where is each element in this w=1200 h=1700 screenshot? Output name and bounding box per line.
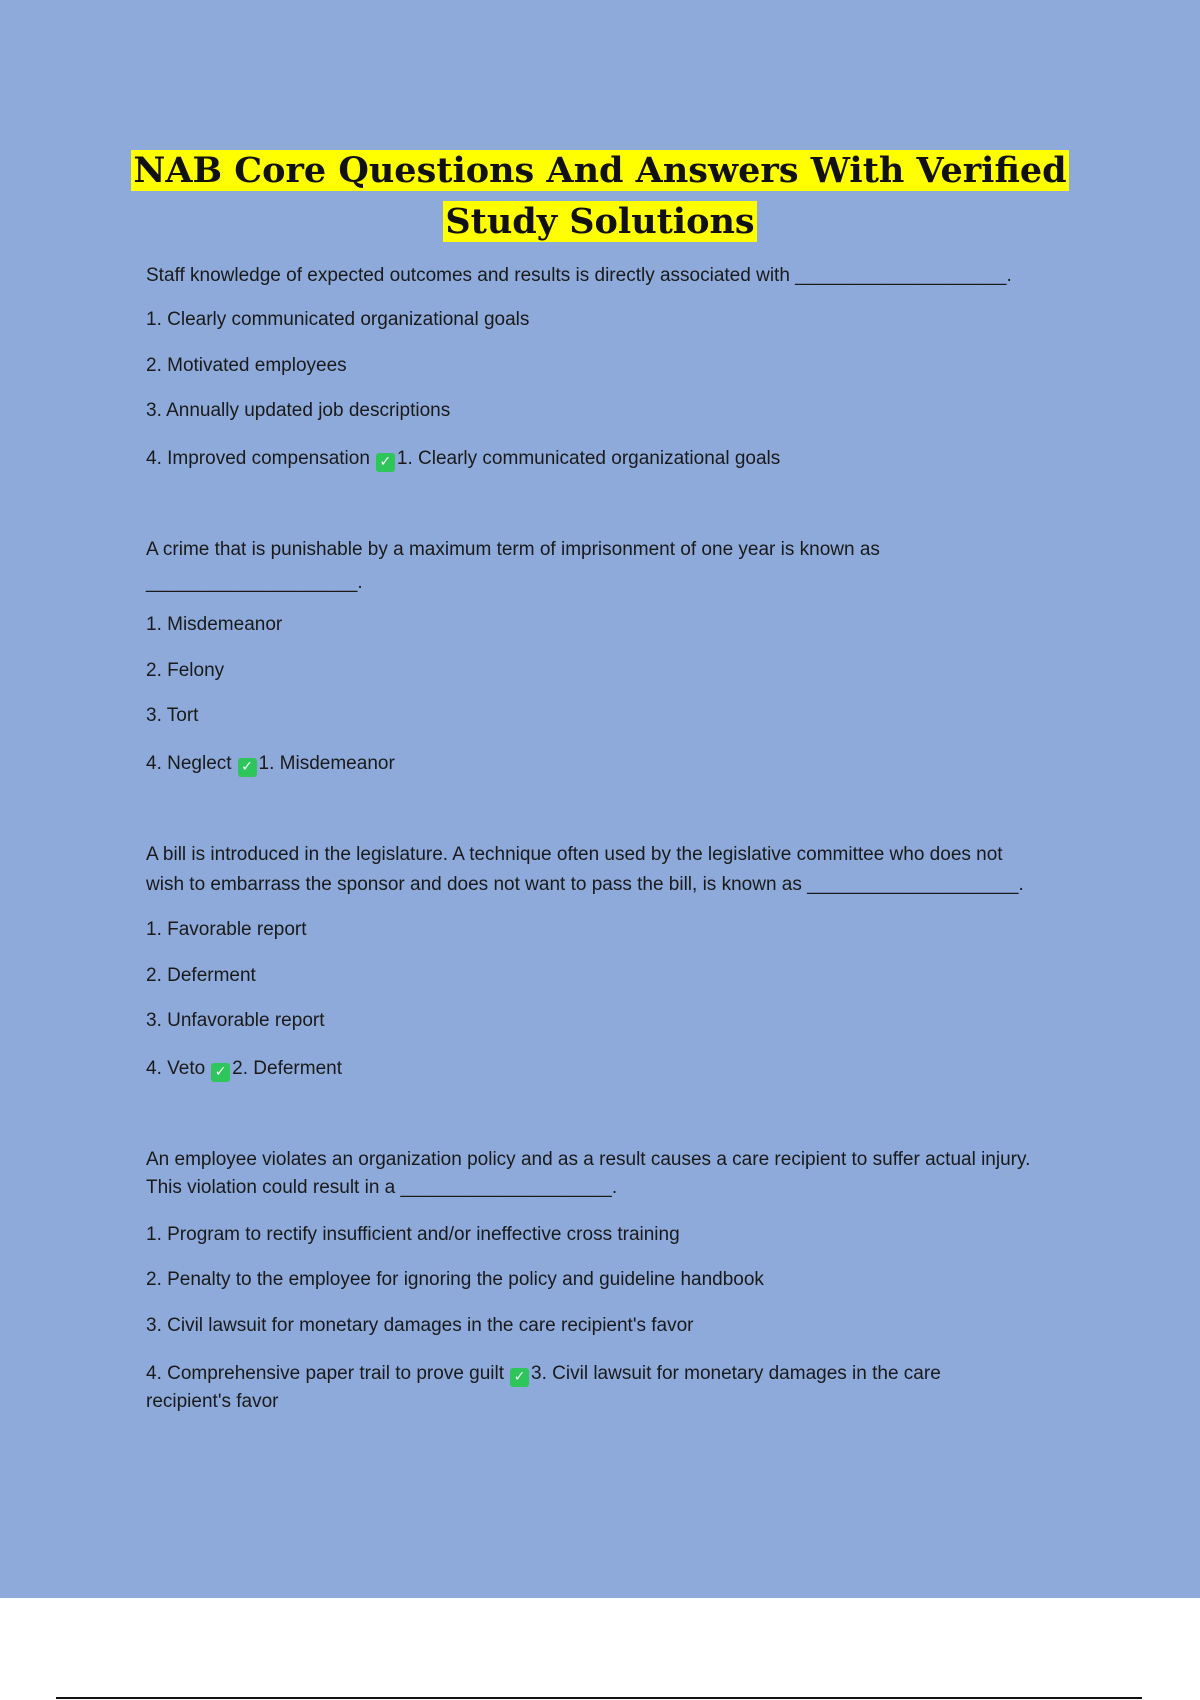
question-2-option-2: 2. Felony bbox=[146, 660, 225, 681]
document-title bbox=[0, 145, 1200, 247]
question-3-option-1: 1. Favorable report bbox=[146, 919, 307, 940]
check-icon: ✓ bbox=[510, 1368, 529, 1387]
question-4-option-4: 4. Comprehensive paper trail to prove guilt bbox=[146, 1363, 505, 1384]
question-1-option-1: 1. Clearly communicated organizational goals bbox=[146, 309, 530, 330]
question-1-option-4: 4. Improved compensation bbox=[146, 448, 370, 469]
question-2-option-1: 1. Misdemeanor bbox=[146, 614, 283, 635]
question-4-answer-line-2: recipient's favor bbox=[146, 1391, 279, 1412]
question-4-prompt-line-1: An employee violates an organization policy and as a result causes a care recipient to suffer actual injury. bbox=[146, 1149, 1031, 1170]
footer-divider bbox=[56, 1697, 1142, 1699]
question-2-option-3: 3. Tort bbox=[146, 705, 199, 726]
question-4-option-4-row bbox=[146, 1360, 1086, 1388]
question-1-option-2: 2. Motivated employees bbox=[146, 355, 347, 376]
question-3-option-4-row bbox=[146, 1055, 1086, 1083]
question-1-option-3: 3. Annually updated job descriptions bbox=[146, 400, 451, 421]
question-2-option-4: 4. Neglect bbox=[146, 753, 232, 774]
question-3-option-2: 2. Deferment bbox=[146, 965, 256, 986]
title-line-2: Study Solutions bbox=[445, 201, 755, 242]
question-3-option-3: 3. Unfavorable report bbox=[146, 1010, 325, 1031]
question-4-answer-line-1: 3. Civil lawsuit for monetary damages in the care bbox=[531, 1363, 941, 1384]
check-icon: ✓ bbox=[376, 453, 395, 472]
check-icon: ✓ bbox=[238, 758, 257, 777]
question-3-prompt-line-2: wish to embarrass the sponsor and does not want to pass the bill, is known as ____________________. bbox=[146, 874, 1024, 895]
question-4-option-3: 3. Civil lawsuit for monetary damages in the care recipient's favor bbox=[146, 1315, 694, 1336]
question-1-prompt: Staff knowledge of expected outcomes and results is directly associated with ____________________. bbox=[146, 265, 1012, 286]
question-2-option-4-row bbox=[146, 750, 1086, 778]
question-3-option-4: 4. Veto bbox=[146, 1058, 206, 1079]
title-line-1: NAB Core Questions And Answers With Verified bbox=[133, 150, 1067, 191]
question-2-prompt-line-1: A crime that is punishable by a maximum term of imprisonment of one year is known as bbox=[146, 539, 880, 560]
question-2-prompt-line-2: ____________________. bbox=[146, 572, 363, 593]
question-1-answer: 1. Clearly communicated organizational goals bbox=[396, 448, 781, 469]
question-1-option-4-row bbox=[146, 445, 1086, 473]
check-icon: ✓ bbox=[211, 1063, 230, 1082]
question-4-prompt-line-2: This violation could result in a ____________________. bbox=[146, 1177, 618, 1198]
question-4-option-2: 2. Penalty to the employee for ignoring the policy and guideline handbook bbox=[146, 1269, 764, 1290]
question-3-prompt-line-1: A bill is introduced in the legislature. A technique often used by the legislative committee who does not bbox=[146, 844, 1003, 865]
question-4-option-1: 1. Program to rectify insufficient and/or ineffective cross training bbox=[146, 1224, 680, 1245]
question-3-answer: 2. Deferment bbox=[232, 1058, 342, 1079]
question-2-answer: 1. Misdemeanor bbox=[258, 753, 395, 774]
